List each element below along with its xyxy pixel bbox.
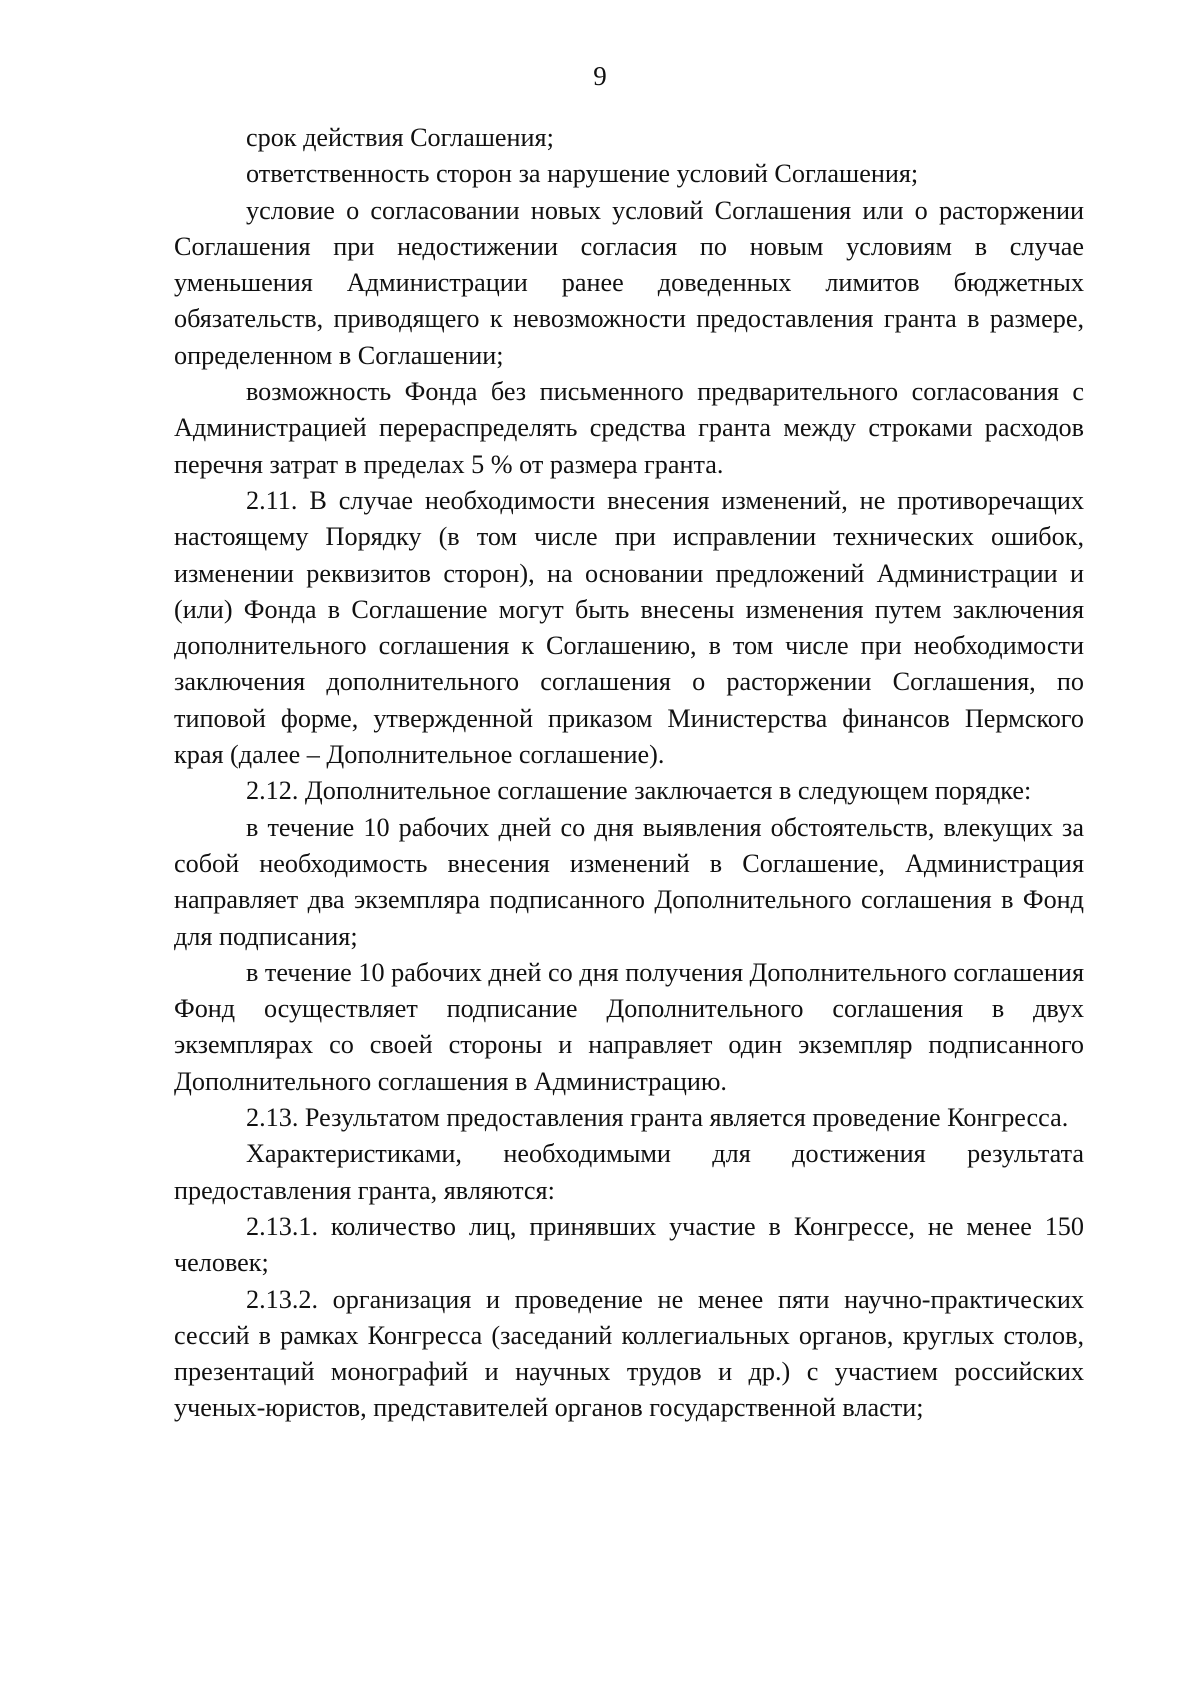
paragraph-new-conditions: условие о согласовании новых условий Соглашения или о расторжении Соглашения при недостижении согласия по новым условиям в случае уменьшения Администрации ранее доведенных лимитов бюджетных обязательств, приводящего к невозможности предоставления гранта в размере, определенном в Соглашении; bbox=[174, 195, 1084, 370]
paragraph-liability: ответственность сторон за нарушение условий Соглашения; bbox=[246, 159, 919, 189]
paragraph-agreement-term: срок действия Соглашения; bbox=[246, 123, 554, 152]
paragraph-characteristics: Характеристиками, необходимыми для достижения результата предоставления гранта, являются: bbox=[174, 1139, 1084, 1205]
paragraph-fund-signs: в течение 10 рабочих дней со дня получения Дополнительного соглашения Фонд осуществляет подписание Дополнительного соглашения в двух экземплярах со своей стороны и направляет один экземпляр подписанного Дополнительного соглашения в Администрацию. bbox=[174, 957, 1084, 1096]
paragraph-fund-redistribution: возможность Фонда без письменного предварительного согласования с Администрацией перераспределять средства гранта между строками расходов перечня затрат в пределах 5 % от размера гранта. bbox=[174, 377, 1084, 479]
page-number: 9 bbox=[593, 61, 607, 91]
paragraph-2-12: 2.12. Дополнительное соглашение заключается в следующем порядке: bbox=[246, 776, 1032, 806]
document-body bbox=[174, 120, 1084, 1427]
paragraph-2-13-2: 2.13.2. организация и проведение не менее пяти научно-практических сессий в рамках Конгресса (заседаний коллегиальных органов, круглых столов, презентаций монографий и научных трудов и др.) с участием российских ученых-юристов, представителей органов государственной власти; bbox=[174, 1284, 1084, 1423]
paragraph-2-13-1: 2.13.1. количество лиц, принявших участие в Конгрессе, не менее 150 человек; bbox=[174, 1211, 1084, 1278]
paragraph-2-13: 2.13. Результатом предоставления гранта является проведение Конгресса. bbox=[246, 1103, 1069, 1133]
paragraph-2-11: 2.11. В случае необходимости внесения изменений, не противоречащих настоящему Порядку (в том числе при исправлении технических ошибок, изменении реквизитов сторон), на основании предложений Администрации и (или) Фонда в Соглашение могут быть внесены изменения путем заключения дополнительного соглашения к Соглашению, в том числе при необходимости заключения дополнительного соглашения о расторжении Соглашения, по типовой форме, утвержденной приказом Министерства финансов Пермского края (далее – Дополнительное соглашение). bbox=[174, 485, 1084, 770]
paragraph-administration-sends: в течение 10 рабочих дней со дня выявления обстоятельств, влекущих за собой необходимость внесения изменений в Соглашение, Администрация направляет два экземпляра подписанного Дополнительного соглашения в Фонд для подписания; bbox=[174, 812, 1084, 951]
